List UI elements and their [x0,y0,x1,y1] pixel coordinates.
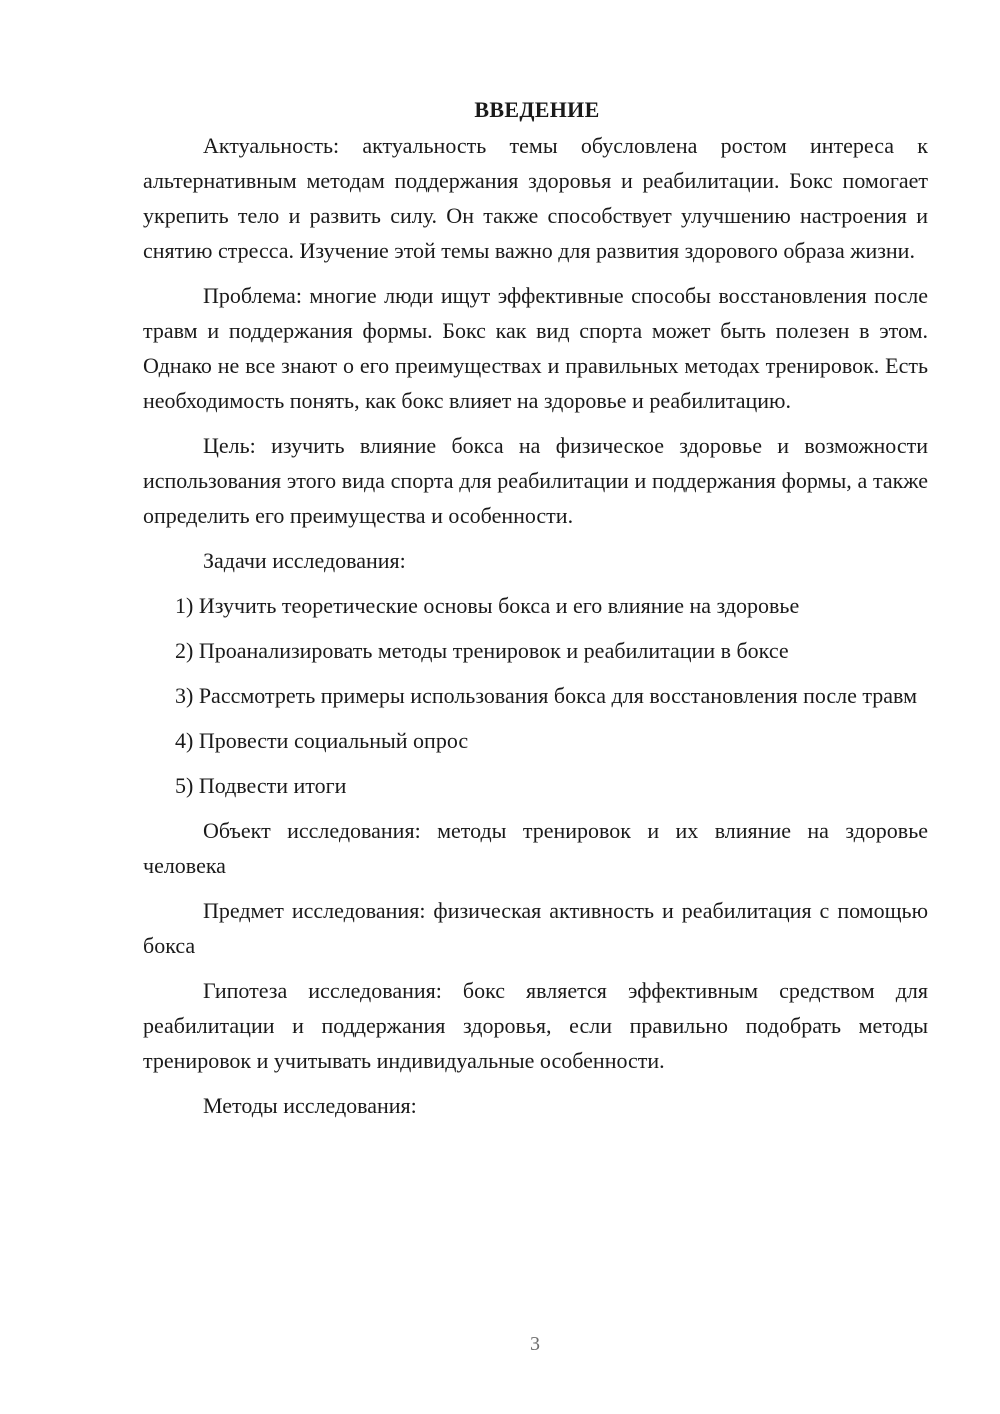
tasks-heading: Задачи исследования: [203,548,406,573]
task-item-2: 2) Проанализировать методы тренировок и реабилитации в боксе [175,638,789,663]
goal-paragraph: Цель: изучить влияние бокса на физическое здоровье и возможности использования этого вида спорта для реабилитации и поддержания формы, а также определить его преимущества и особенности. [143,433,928,528]
object-paragraph: Объект исследования: методы тренировок и их влияние на здоровье человека [143,818,928,878]
page-number: 3 [530,1333,540,1355]
task-item-4: 4) Провести социальный опрос [175,728,469,753]
methods-heading: Методы исследования: [203,1093,417,1118]
subject-paragraph: Предмет исследования: физическая активность и реабилитация с помощью бокса [143,898,928,958]
task-item-1: 1) Изучить теоретические основы бокса и его влияние на здоровье [175,593,800,618]
page-content [143,92,928,1133]
problem-paragraph: Проблема: многие люди ищут эффективные способы восстановления после травм и поддержания формы. Бокс как вид спорта может быть полезен в этом. Однако не все знают о его преимуществах и правильных методах тренировок. Есть необходимость понять, как бокс влияет на здоровье и реабилитацию. [143,283,928,413]
relevance-paragraph: Актуальность: актуальность темы обусловлена ростом интереса к альтернативным методам поддержания здоровья и реабилитации. Бокс помогает укрепить тело и развить силу. Он также способствует улучшению настроения и снятию стресса. Изучение этой темы важно для развития здорового образа жизни. [143,133,928,263]
section-title: ВВЕДЕНИЕ [474,97,600,122]
task-item-3: 3) Рассмотреть примеры использования бокса для восстановления после травм [175,683,917,708]
hypothesis-paragraph: Гипотеза исследования: бокс является эффективным средством для реабилитации и поддержания здоровья, если правильно подобрать методы тренировок и учитывать индивидуальные особенности. [143,978,928,1073]
task-item-5: 5) Подвести итоги [175,773,347,798]
